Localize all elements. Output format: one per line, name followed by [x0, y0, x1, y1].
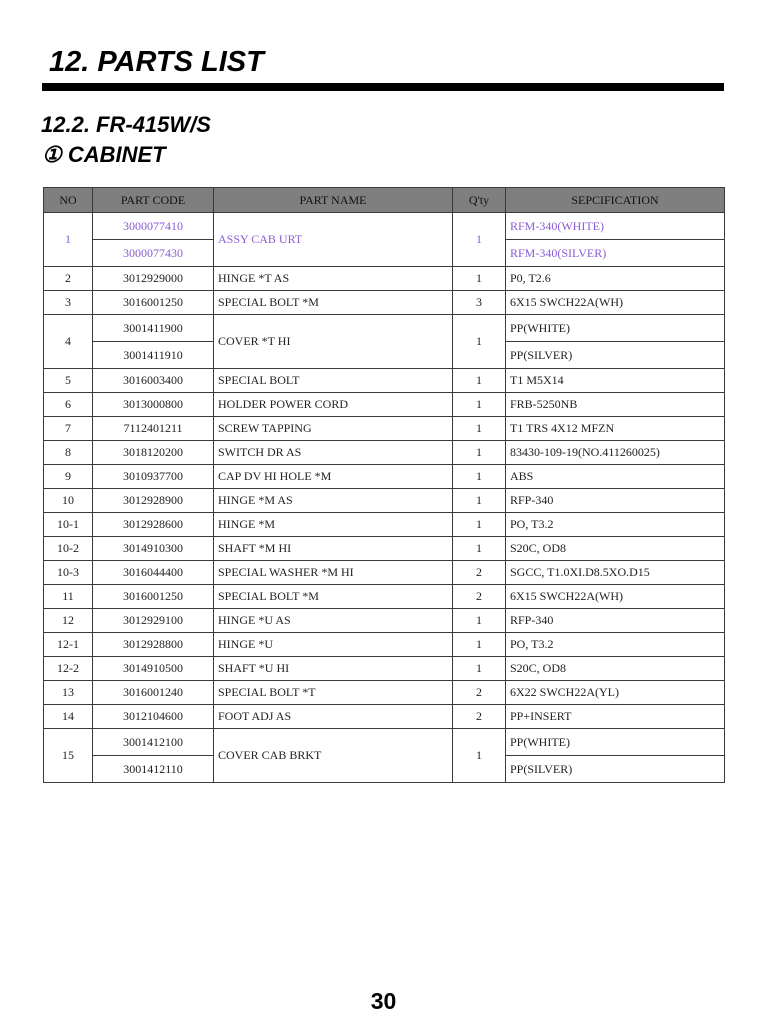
table-row — [44, 537, 725, 561]
row-no: 13 — [44, 681, 93, 705]
page-title: 12. PARTS LIST — [49, 46, 264, 78]
quantity: 1 — [453, 537, 506, 561]
quantity: 2 — [453, 705, 506, 729]
table-row — [44, 585, 725, 609]
row-no: 4 — [44, 315, 93, 369]
part-name: SPECIAL BOLT *T — [214, 681, 453, 705]
table-row — [44, 465, 725, 489]
part-name: HINGE *M — [214, 513, 453, 537]
quantity: 1 — [453, 369, 506, 393]
part-code: 3000077410 — [93, 213, 214, 240]
part-code: 3014910300 — [93, 537, 214, 561]
specification: PP(SILVER) — [506, 756, 725, 783]
part-code: 3012929100 — [93, 609, 214, 633]
quantity: 2 — [453, 681, 506, 705]
row-no: 7 — [44, 417, 93, 441]
specification: 6X22 SWCH22A(YL) — [506, 681, 725, 705]
table-row — [44, 513, 725, 537]
table-row — [44, 267, 725, 291]
specification: S20C, OD8 — [506, 537, 725, 561]
row-no: 10-2 — [44, 537, 93, 561]
table-body — [44, 213, 725, 783]
specification: SGCC, T1.0XI.D8.5XO.D15 — [506, 561, 725, 585]
quantity: 1 — [453, 315, 506, 369]
specification: ABS — [506, 465, 725, 489]
part-code: 3012929000 — [93, 267, 214, 291]
specification: PP(WHITE) — [506, 315, 725, 342]
row-no: 10-3 — [44, 561, 93, 585]
quantity: 1 — [453, 657, 506, 681]
row-no: 6 — [44, 393, 93, 417]
row-no: 12-2 — [44, 657, 93, 681]
part-code: 3013000800 — [93, 393, 214, 417]
specification: 83430-109-19(NO.411260025) — [506, 441, 725, 465]
quantity: 1 — [453, 633, 506, 657]
quantity: 2 — [453, 585, 506, 609]
table-row — [44, 489, 725, 513]
specification: S20C, OD8 — [506, 657, 725, 681]
part-code: 3012928600 — [93, 513, 214, 537]
quantity: 1 — [453, 729, 506, 783]
table-row — [44, 729, 725, 756]
part-code: 3016044400 — [93, 561, 214, 585]
row-no: 10 — [44, 489, 93, 513]
table-row — [44, 441, 725, 465]
specification: FRB-5250NB — [506, 393, 725, 417]
parts-table — [43, 187, 725, 783]
table-row — [44, 393, 725, 417]
page-number: 30 — [370, 988, 397, 1014]
table-row — [44, 609, 725, 633]
table-row — [44, 705, 725, 729]
part-code: 3018120200 — [93, 441, 214, 465]
table-row — [44, 315, 725, 342]
specification: RFP-340 — [506, 609, 725, 633]
part-code: 3012928900 — [93, 489, 214, 513]
part-name: HINGE *T AS — [214, 267, 453, 291]
quantity: 1 — [453, 489, 506, 513]
row-no: 14 — [44, 705, 93, 729]
specification: PP(SILVER) — [506, 342, 725, 369]
quantity: 1 — [453, 267, 506, 291]
part-name: SPECIAL BOLT *M — [214, 291, 453, 315]
row-no: 2 — [44, 267, 93, 291]
quantity: 1 — [453, 441, 506, 465]
row-no: 3 — [44, 291, 93, 315]
specification: PP(WHITE) — [506, 729, 725, 756]
table-row — [44, 213, 725, 240]
table-row — [44, 291, 725, 315]
part-code: 3016001250 — [93, 585, 214, 609]
part-code: 3001411910 — [93, 342, 214, 369]
row-no: 11 — [44, 585, 93, 609]
table-row — [44, 561, 725, 585]
table-header-row — [44, 188, 725, 213]
header-no: NO — [44, 188, 93, 213]
part-code: 3016003400 — [93, 369, 214, 393]
row-no: 5 — [44, 369, 93, 393]
header-specification: SEPCIFICATION — [506, 188, 725, 213]
quantity: 1 — [453, 393, 506, 417]
quantity: 1 — [453, 465, 506, 489]
quantity: 1 — [453, 417, 506, 441]
part-name: HINGE *U — [214, 633, 453, 657]
specification: 6X15 SWCH22A(WH) — [506, 291, 725, 315]
part-code: 3010937700 — [93, 465, 214, 489]
part-name: SCREW TAPPING — [214, 417, 453, 441]
specification: PP+INSERT — [506, 705, 725, 729]
part-code: 3000077430 — [93, 240, 214, 267]
part-name: HOLDER POWER CORD — [214, 393, 453, 417]
quantity: 1 — [453, 609, 506, 633]
table-row — [44, 417, 725, 441]
quantity: 1 — [453, 213, 506, 267]
quantity: 1 — [453, 513, 506, 537]
row-no: 10-1 — [44, 513, 93, 537]
specification: RFP-340 — [506, 489, 725, 513]
row-no: 1 — [44, 213, 93, 267]
part-code: 3001411900 — [93, 315, 214, 342]
table-row — [44, 633, 725, 657]
table-row — [44, 369, 725, 393]
specification: T1 M5X14 — [506, 369, 725, 393]
specification: RFM-340(SILVER) — [506, 240, 725, 267]
part-code: 3001412100 — [93, 729, 214, 756]
table-row — [44, 657, 725, 681]
part-name: SHAFT *M HI — [214, 537, 453, 561]
header-part-code: PART CODE — [93, 188, 214, 213]
model-subtitle: 12.2. FR-415W/S — [41, 112, 211, 137]
row-no: 9 — [44, 465, 93, 489]
specification: PO, T3.2 — [506, 633, 725, 657]
specification: P0, T2.6 — [506, 267, 725, 291]
part-code: 3014910500 — [93, 657, 214, 681]
header-part-name: PART NAME — [214, 188, 453, 213]
part-code: 3016001250 — [93, 291, 214, 315]
part-code: 3016001240 — [93, 681, 214, 705]
table-row — [44, 681, 725, 705]
quantity: 2 — [453, 561, 506, 585]
part-name: SWITCH DR AS — [214, 441, 453, 465]
part-name: SPECIAL WASHER *M HI — [214, 561, 453, 585]
specification: 6X15 SWCH22A(WH) — [506, 585, 725, 609]
specification: PO, T3.2 — [506, 513, 725, 537]
part-code: 3012104600 — [93, 705, 214, 729]
specification: RFM-340(WHITE) — [506, 213, 725, 240]
part-name: HINGE *U AS — [214, 609, 453, 633]
part-name: SPECIAL BOLT — [214, 369, 453, 393]
row-no: 12 — [44, 609, 93, 633]
part-name: ASSY CAB URT — [214, 213, 453, 267]
section-title: ① CABINET — [42, 142, 166, 167]
part-code: 3012928800 — [93, 633, 214, 657]
row-no: 12-1 — [44, 633, 93, 657]
part-name: COVER *T HI — [214, 315, 453, 369]
row-no: 15 — [44, 729, 93, 783]
title-rule — [42, 83, 724, 91]
part-code: 7112401211 — [93, 417, 214, 441]
part-name: HINGE *M AS — [214, 489, 453, 513]
row-no: 8 — [44, 441, 93, 465]
quantity: 3 — [453, 291, 506, 315]
part-name: FOOT ADJ AS — [214, 705, 453, 729]
part-code: 3001412110 — [93, 756, 214, 783]
part-name: CAP DV HI HOLE *M — [214, 465, 453, 489]
part-name: SPECIAL BOLT *M — [214, 585, 453, 609]
header-qty: Q'ty — [453, 188, 506, 213]
part-name: SHAFT *U HI — [214, 657, 453, 681]
specification: T1 TRS 4X12 MFZN — [506, 417, 725, 441]
part-name: COVER CAB BRKT — [214, 729, 453, 783]
